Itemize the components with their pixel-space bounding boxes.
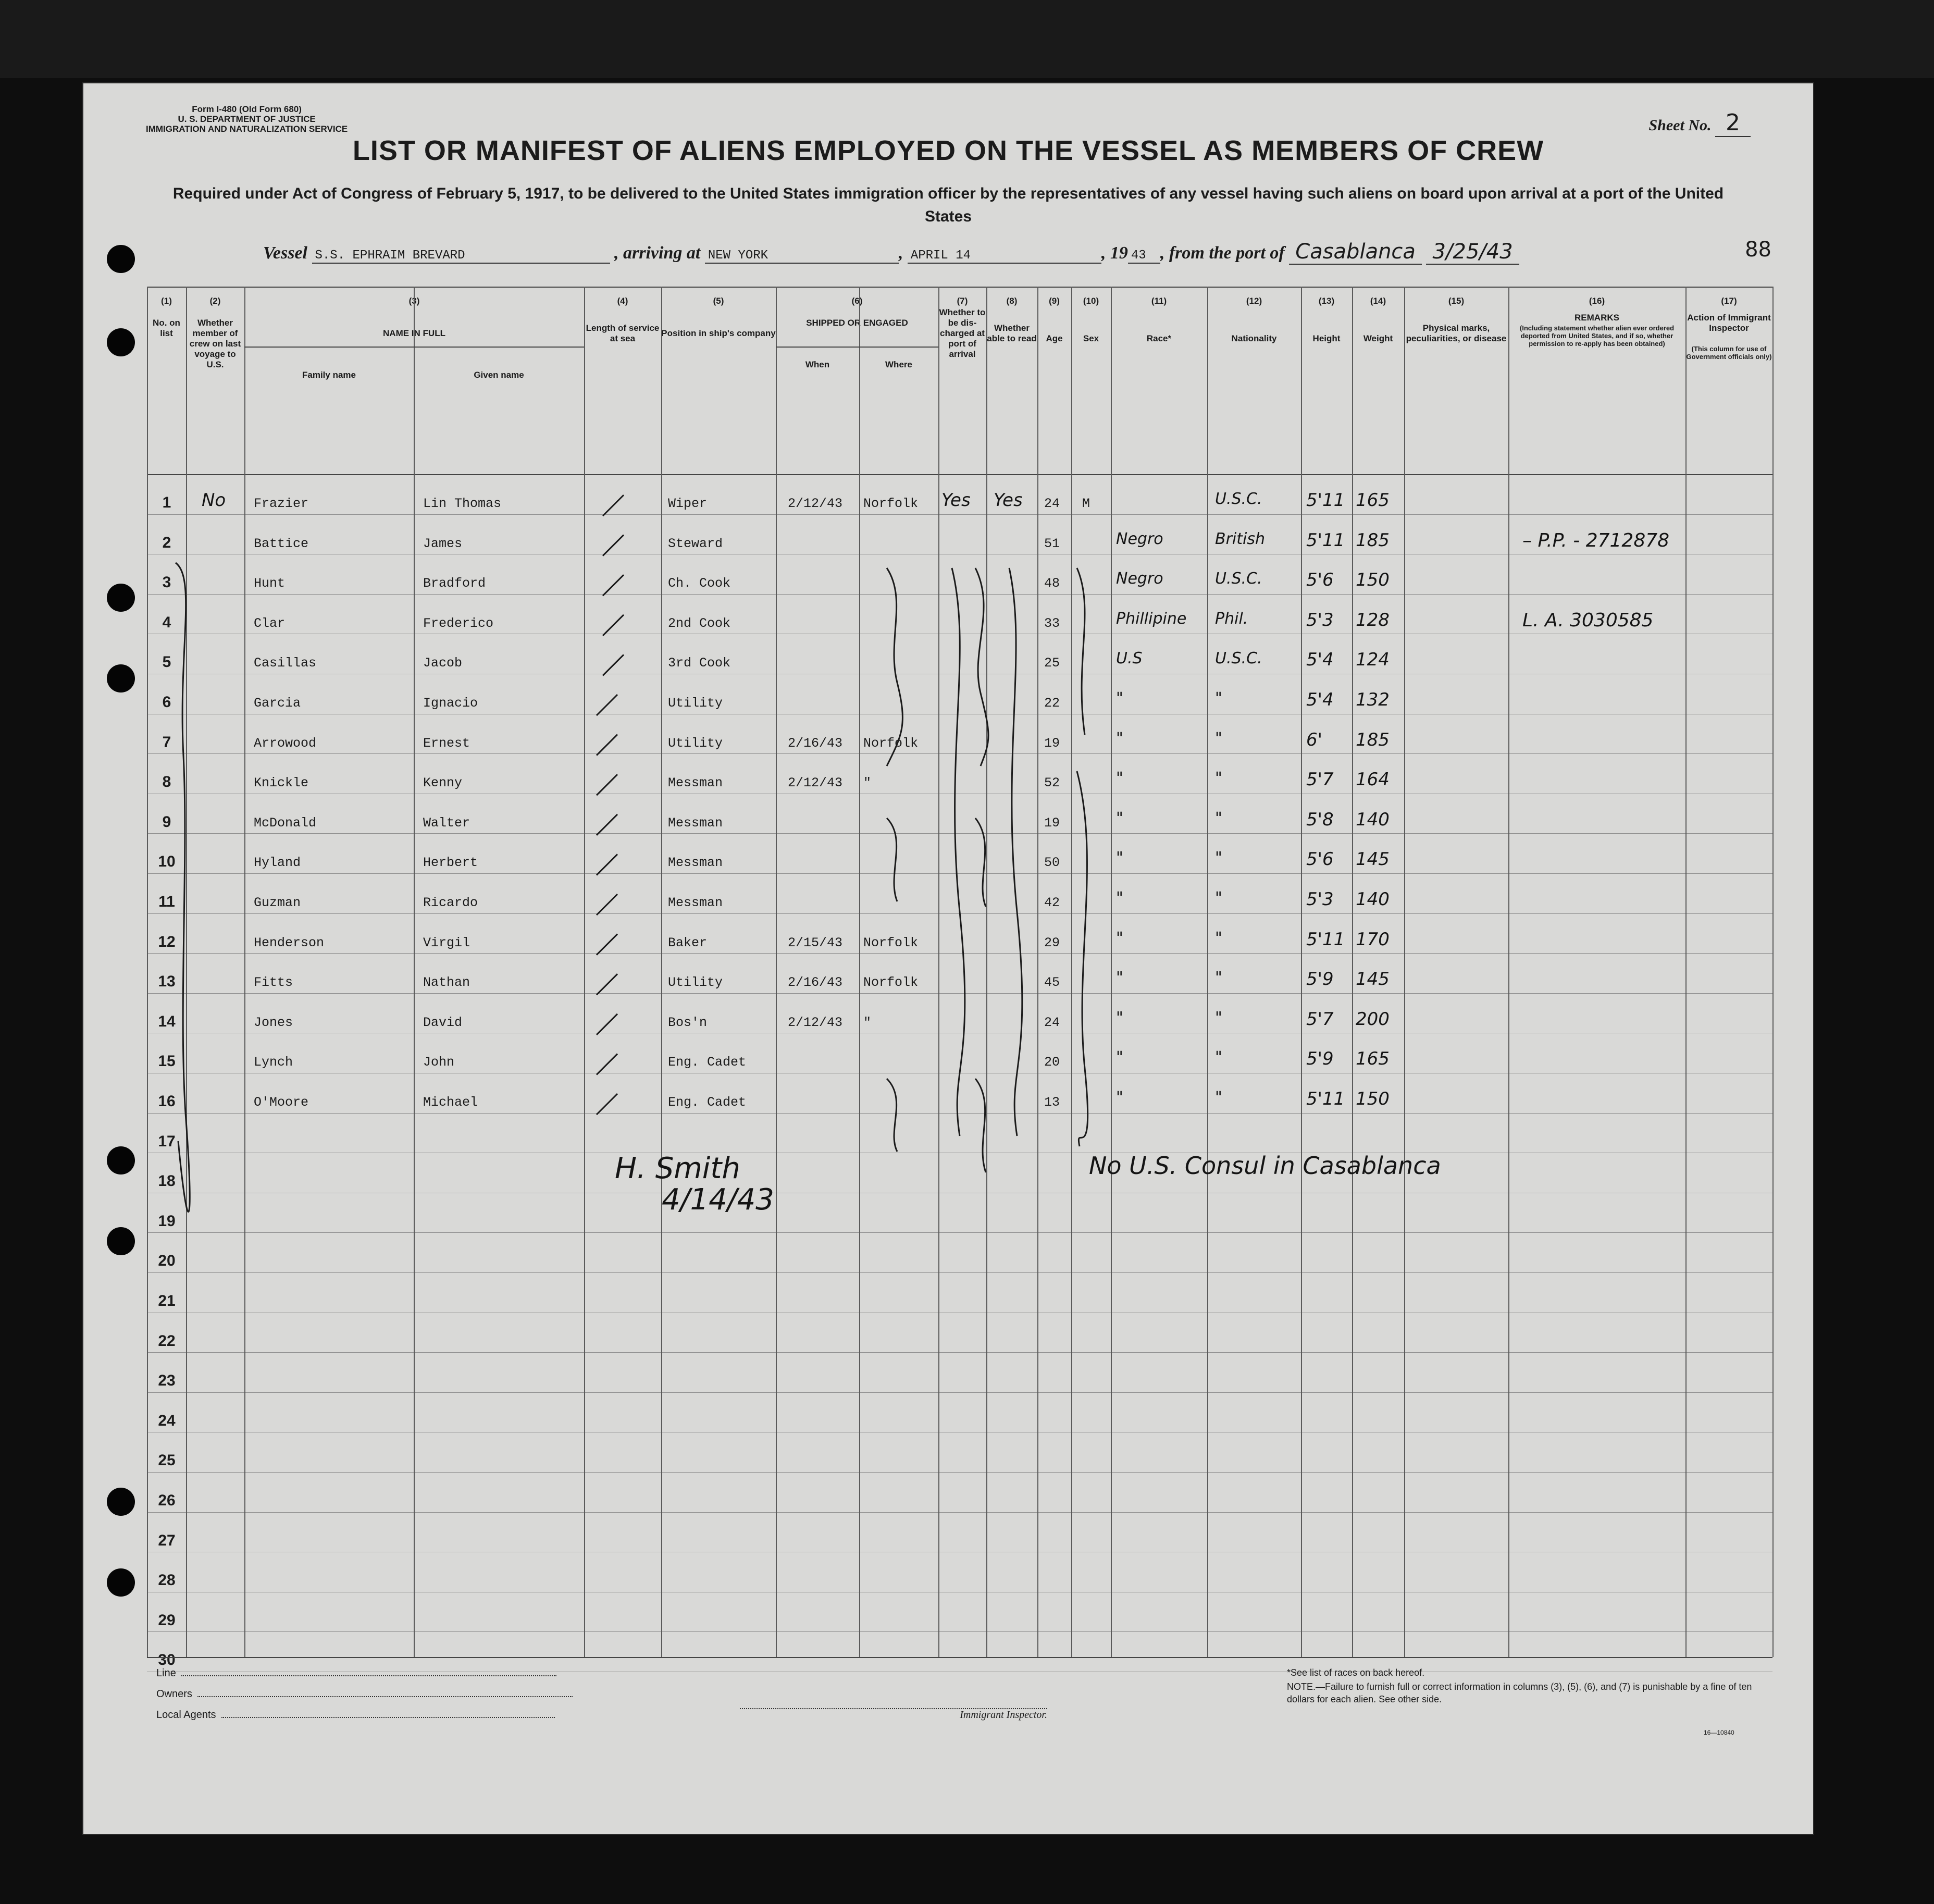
service-tick-mark (597, 814, 617, 835)
height-cell: 5'4 (1306, 689, 1334, 710)
weight-cell: 145 (1356, 849, 1390, 870)
punch-hole (107, 1488, 135, 1516)
race-cell: " (1116, 849, 1123, 868)
family-name-cell: Jones (254, 1015, 293, 1030)
row-number: 3 (162, 574, 171, 591)
shipped-when-cell: 2/16/43 (788, 975, 843, 991)
row-number: 6 (162, 694, 171, 711)
race-cell: " (1116, 969, 1123, 987)
family-name-cell: McDonald (254, 815, 317, 831)
shipped-when-cell: 2/16/43 (788, 735, 843, 751)
position-cell: Utility (668, 735, 723, 751)
weight-cell: 140 (1356, 889, 1390, 910)
scan-border-top (0, 0, 1934, 78)
row-number: 19 (158, 1212, 176, 1230)
weight-cell: 164 (1356, 769, 1390, 790)
vessel-name: S.S. EPHRAIM BREVARD (312, 249, 610, 264)
row-number: 30 (158, 1651, 176, 1669)
header-discharged: Whether to be dis-charged at port of arrival (939, 307, 986, 359)
weight-cell: 128 (1356, 609, 1390, 630)
column-number: (14) (1370, 296, 1386, 306)
row-number: 22 (158, 1332, 176, 1350)
print-code: 16—10840 (1704, 1729, 1734, 1736)
shipped-when-cell: 2/12/43 (788, 775, 843, 791)
line-label: Line (156, 1667, 176, 1679)
position-cell: Eng. Cadet (668, 1055, 747, 1070)
family-name-cell: Arrowood (254, 735, 317, 751)
position-cell: Wiper (668, 496, 708, 511)
family-name-cell: Lynch (254, 1055, 293, 1070)
row-number: 15 (158, 1053, 176, 1070)
given-name-cell: Kenny (423, 775, 463, 791)
header-remarks-note: (Including statement whether alien ever ordered deported from United States, and if so, whether permission to re-apply has been obtained) (1519, 324, 1675, 348)
nationality-cell: " (1215, 1008, 1222, 1027)
table-bottom-rule (147, 1657, 1772, 1658)
height-cell: 5'4 (1306, 649, 1334, 671)
column-number: (10) (1083, 296, 1099, 306)
departure-port: Casablanca (1289, 240, 1422, 265)
race-cell: Negro (1116, 570, 1163, 588)
inspector-signature-line: Immigrant Inspector. (740, 1708, 1047, 1721)
family-name-cell: Guzman (254, 895, 301, 910)
service-tick-mark (597, 1094, 617, 1115)
height-cell: 5'9 (1306, 1048, 1334, 1070)
height-cell: 5'9 (1306, 969, 1334, 990)
arriving-label: , arriving at (614, 243, 701, 263)
row-number: 25 (158, 1452, 176, 1469)
given-name-cell: Lin Thomas (423, 496, 502, 511)
nationality-cell: U.S.C. (1215, 490, 1262, 508)
punch-hole (107, 245, 135, 273)
position-cell: Baker (668, 935, 708, 950)
height-cell: 5'11 (1306, 490, 1345, 511)
height-cell: 5'11 (1306, 929, 1345, 950)
column-number: (2) (209, 296, 221, 306)
page-number: 88 (1745, 238, 1771, 262)
age-cell: 48 (1044, 576, 1060, 591)
given-name-cell: Michael (423, 1095, 478, 1110)
nationality-cell: " (1215, 1048, 1222, 1067)
sheet-number (1649, 109, 1751, 136)
given-name-cell: Jacob (423, 656, 463, 671)
row-number: 5 (162, 653, 171, 671)
position-cell: Utility (668, 975, 723, 991)
header-length-of-service: Length of service at sea (586, 323, 660, 343)
service-tick-mark (603, 654, 624, 675)
age-cell: 50 (1044, 855, 1060, 871)
read-cell: Yes (994, 490, 1023, 511)
column-number: (5) (713, 296, 724, 306)
ditto-bracket-disch (952, 568, 965, 1136)
departure-date: 3/25/43 (1426, 240, 1519, 265)
service-tick-mark (597, 774, 617, 795)
row-number: 23 (158, 1372, 176, 1390)
footer-agents-field (156, 1709, 555, 1721)
age-cell: 19 (1044, 735, 1060, 751)
age-cell: 33 (1044, 615, 1060, 631)
family-name-cell: O'Moore (254, 1095, 309, 1110)
from-label: , from the port of (1160, 243, 1285, 263)
race-cell: U.S (1116, 649, 1143, 668)
race-cell: " (1116, 889, 1123, 907)
service-tick-mark (603, 615, 624, 636)
column-number: (13) (1318, 296, 1335, 306)
race-cell: " (1116, 769, 1123, 788)
header-weight: Weight (1363, 333, 1393, 343)
header-remarks: REMARKS (1575, 313, 1619, 323)
column-number: (4) (617, 296, 628, 306)
service-tick-mark (597, 894, 617, 915)
row-number: 21 (158, 1292, 176, 1309)
service-tick-mark (603, 495, 624, 516)
punch-hole (107, 328, 135, 356)
row-number: 9 (162, 813, 171, 831)
header-last-voyage: Whether member of crew on last voyage to U.S. (189, 318, 241, 369)
voyage-line: Vessel S.S. EPHRAIM BREVARD , arriving at NEW YORK , APRIL 14 , 19 43 , from the port of Casablanca 3/25/43 (263, 240, 1519, 265)
height-cell: 5'6 (1306, 849, 1334, 870)
ditto-bracket-col2 (176, 563, 190, 1212)
manifest-sheet (83, 83, 1813, 1834)
row-number: 27 (158, 1531, 176, 1549)
shipped-when-cell: 2/15/43 (788, 935, 843, 950)
service-tick-mark (603, 535, 624, 556)
footer-line-field (156, 1667, 556, 1679)
age-cell: 24 (1044, 1015, 1060, 1030)
service-tick-mark (597, 974, 617, 995)
ditto-bracket-when (887, 568, 902, 766)
footer-owners-field (156, 1688, 573, 1700)
header-inspector-action: Action of Immigrant Inspector (1687, 313, 1771, 333)
column-number: (17) (1721, 296, 1737, 306)
position-cell: Eng. Cadet (668, 1095, 747, 1110)
column-number: (16) (1589, 296, 1605, 306)
family-name-cell: Garcia (254, 696, 301, 711)
nationality-cell: U.S.C. (1215, 649, 1262, 668)
header-able-to-read: Whether able to read (987, 323, 1037, 343)
punch-hole (107, 1568, 135, 1597)
service-tick-mark (597, 854, 617, 875)
sheet-value: 2 (1715, 109, 1751, 137)
nationality-cell: " (1215, 849, 1222, 868)
given-name-cell: Ricardo (423, 895, 478, 910)
race-cell: " (1116, 1048, 1123, 1067)
nationality-cell: " (1215, 889, 1222, 907)
weight-cell: 165 (1356, 490, 1390, 511)
row-number: 4 (162, 613, 171, 631)
age-cell: 22 (1044, 696, 1060, 711)
nationality-cell: " (1215, 929, 1222, 947)
position-cell: 2nd Cook (668, 615, 731, 631)
races-note: *See list of races on back hereof. (1287, 1667, 1425, 1678)
family-name-cell: Henderson (254, 935, 325, 950)
consul-note: No U.S. Consul in Casablanca (1089, 1152, 1441, 1180)
punch-hole (107, 1146, 135, 1174)
given-name-cell: Ernest (423, 735, 470, 751)
row-number: 12 (158, 933, 176, 950)
nationality-cell: Phil. (1215, 609, 1248, 628)
owners-label: Owners (156, 1688, 192, 1700)
weight-cell: 140 (1356, 809, 1390, 830)
shipped-when-cell: 2/12/43 (788, 1015, 843, 1030)
height-cell: 5'11 (1306, 1089, 1345, 1109)
header-name-in-full: NAME IN FULL (383, 328, 445, 338)
race-cell: Negro (1116, 529, 1163, 548)
arrival-port: NEW YORK (705, 249, 899, 264)
ditto-bracket-sex (1077, 568, 1085, 735)
ditto-bracket-sex (1077, 771, 1088, 1146)
header-physical-marks: Physical marks, peculiarities, or disease (1406, 323, 1507, 343)
arrival-date: APRIL 14 (908, 249, 1101, 264)
header-nationality: Nationality (1231, 333, 1277, 343)
discharged-cell: Yes (941, 490, 971, 511)
row-number: 18 (158, 1172, 176, 1190)
penalty-note: NOTE.—Failure to furnish full or correct information in columns (3), (5), (6), and (7) is punishable by a fine of ten dollars for each alien. See other side. (1287, 1682, 1752, 1704)
race-cell: " (1116, 929, 1123, 947)
sex-cell: M (1082, 496, 1090, 511)
ditto-bracket-when (887, 818, 897, 901)
position-cell: Utility (668, 696, 723, 711)
signature-date: 4/14/43 (662, 1183, 774, 1217)
row-number: 14 (158, 1012, 176, 1030)
family-name-cell: Casillas (254, 656, 317, 671)
nationality-cell: U.S.C. (1215, 570, 1262, 588)
family-name-cell: Fitts (254, 975, 293, 991)
service-tick-mark (603, 575, 624, 596)
given-name-cell: Nathan (423, 975, 470, 991)
last-voyage-cell: No (202, 490, 226, 511)
header-where: Where (885, 360, 912, 369)
shipped-when-cell: 2/12/43 (788, 496, 843, 511)
height-cell: 5'6 (1306, 570, 1334, 591)
weight-cell: 185 (1356, 729, 1390, 750)
agents-label: Local Agents (156, 1709, 216, 1721)
nationality-cell: British (1215, 529, 1265, 548)
column-number: (9) (1049, 296, 1060, 306)
given-name-cell: Bradford (423, 576, 486, 591)
punch-hole (107, 664, 135, 693)
header-given-name: Given name (474, 370, 524, 380)
header-when: When (805, 360, 830, 369)
shipped-where-cell: Norfolk (863, 975, 919, 991)
weight-cell: 145 (1356, 969, 1390, 990)
column-number: (11) (1151, 296, 1167, 306)
department-name: U. S. DEPARTMENT OF JUSTICE (178, 114, 316, 124)
position-cell: Bos'n (668, 1015, 708, 1030)
service-tick-mark (597, 695, 617, 715)
punch-hole (107, 584, 135, 612)
shipped-where-cell: " (863, 1015, 872, 1030)
header-race: Race* (1146, 333, 1172, 343)
ditto-bracket-where (975, 568, 988, 766)
vessel-label: Vessel (263, 243, 307, 263)
family-name-cell: Knickle (254, 775, 309, 791)
height-cell: 5'11 (1306, 529, 1345, 551)
ditto-strokes (147, 287, 1772, 1657)
race-cell: Phillipine (1116, 609, 1187, 628)
nationality-cell: " (1215, 769, 1222, 788)
punch-hole (107, 1227, 135, 1255)
shipped-where-cell: " (863, 775, 872, 791)
age-cell: 51 (1044, 536, 1060, 551)
row-number: 29 (158, 1611, 176, 1629)
position-cell: Messman (668, 895, 723, 910)
column-number: (8) (1006, 296, 1018, 306)
service-tick-mark (597, 1014, 617, 1035)
height-cell: 5'3 (1306, 609, 1334, 630)
arrival-year: 43 (1128, 249, 1160, 264)
row-number: 20 (158, 1252, 176, 1270)
position-cell: Messman (668, 775, 723, 791)
header-inspector-note: (This column for use of Government officials only) (1686, 345, 1772, 361)
row-number: 2 (162, 534, 171, 551)
given-name-cell: Herbert (423, 855, 478, 871)
given-name-cell: Virgil (423, 935, 470, 950)
given-name-cell: John (423, 1055, 455, 1070)
service-tick-mark (597, 1054, 617, 1074)
header-shipped-engaged: SHIPPED OR ENGAGED (806, 318, 908, 328)
form-identifier (146, 104, 348, 134)
family-name-cell: Hyland (254, 855, 301, 871)
header-family-name: Family name (302, 370, 356, 380)
header-no-on-list: No. on list (153, 318, 180, 338)
row-number: 11 (158, 893, 175, 910)
form-subtitle: Required under Act of Congress of February 5, 1917, to be delivered to the United States immigration officer by the representatives of any vessel having such aliens on board upon arrival at a port of the United States (172, 185, 1724, 225)
family-name-cell: Battice (254, 536, 309, 551)
shipped-where-cell: Norfolk (863, 496, 919, 511)
weight-cell: 185 (1356, 529, 1390, 551)
weight-cell: 150 (1356, 1089, 1390, 1109)
column-number: (1) (161, 296, 172, 306)
sheet-label: Sheet No. (1648, 117, 1712, 134)
row-number: 28 (158, 1572, 176, 1589)
ditto-bracket-when (887, 1079, 897, 1152)
weight-cell: 124 (1356, 649, 1390, 671)
form-title: LIST OR MANIFEST OF ALIENS EMPLOYED ON THE VESSEL AS MEMBERS OF CREW (352, 135, 1544, 166)
weight-cell: 165 (1356, 1048, 1390, 1070)
age-cell: 24 (1044, 496, 1060, 511)
height-cell: 5'7 (1306, 769, 1334, 790)
family-name-cell: Frazier (254, 496, 309, 511)
row-number: 7 (162, 733, 171, 751)
position-cell: Messman (668, 815, 723, 831)
header-age: Age (1046, 333, 1063, 343)
ditto-bracket-where (975, 1079, 986, 1172)
age-cell: 29 (1044, 935, 1060, 950)
row-number: 8 (162, 773, 171, 791)
crew-table (147, 287, 1772, 1669)
given-name-cell: Frederico (423, 615, 494, 631)
position-cell: Messman (668, 855, 723, 871)
nationality-cell: " (1215, 689, 1222, 708)
nationality-cell: " (1215, 969, 1222, 987)
height-cell: 5'7 (1306, 1008, 1334, 1030)
service-tick-mark (597, 934, 617, 955)
given-name-cell: James (423, 536, 463, 551)
family-name-cell: Hunt (254, 576, 286, 591)
inspector-signature: H. Smith (615, 1152, 740, 1185)
position-cell: Steward (668, 536, 723, 551)
column-number: (3) (408, 296, 420, 306)
column-number: (12) (1246, 296, 1262, 306)
age-cell: 42 (1044, 895, 1060, 910)
column-number: (6) (851, 296, 863, 306)
race-cell: " (1116, 689, 1123, 708)
race-cell: " (1116, 1008, 1123, 1027)
remarks-cell: – P.P. - 2712878 (1522, 529, 1670, 551)
header-position: Position in ship's company (661, 328, 776, 338)
given-name-cell: David (423, 1015, 463, 1030)
height-cell: 5'8 (1306, 809, 1334, 830)
age-cell: 13 (1044, 1095, 1060, 1110)
race-cell: " (1116, 729, 1123, 748)
row-number: 16 (158, 1093, 176, 1110)
form-number: Form I-480 (Old Form 680) (192, 104, 302, 114)
service-name: IMMIGRATION AND NATURALIZATION SERVICE (146, 124, 348, 134)
row-number: 17 (158, 1132, 176, 1150)
column-number: (7) (957, 296, 968, 306)
shipped-where-cell: Norfolk (863, 935, 919, 950)
nationality-cell: " (1215, 1089, 1222, 1107)
column-number: (15) (1448, 296, 1465, 306)
race-cell: " (1116, 809, 1123, 827)
age-cell: 25 (1044, 656, 1060, 671)
row-number: 13 (158, 973, 176, 991)
row-number: 26 (158, 1492, 176, 1509)
header-sex: Sex (1083, 333, 1099, 343)
position-cell: Ch. Cook (668, 576, 731, 591)
shipped-where-cell: Norfolk (863, 735, 919, 751)
age-cell: 19 (1044, 815, 1060, 831)
nationality-cell: " (1215, 729, 1222, 748)
age-cell: 20 (1044, 1055, 1060, 1070)
height-cell: 5'3 (1306, 889, 1334, 910)
weight-cell: 170 (1356, 929, 1390, 950)
height-cell: 6' (1306, 729, 1322, 750)
row-number: 24 (158, 1412, 176, 1429)
row-number: 10 (158, 853, 176, 871)
header-height: Height (1312, 333, 1341, 343)
ditto-bracket-where (975, 818, 986, 907)
given-name-cell: Walter (423, 815, 470, 831)
year-prefix: , 19 (1101, 243, 1128, 263)
age-cell: 52 (1044, 775, 1060, 791)
race-cell: " (1116, 1089, 1123, 1107)
weight-cell: 150 (1356, 570, 1390, 591)
ditto-bracket-read (1009, 568, 1022, 1136)
position-cell: 3rd Cook (668, 656, 731, 671)
weight-cell: 200 (1356, 1008, 1390, 1030)
row-number: 1 (162, 494, 171, 511)
age-cell: 45 (1044, 975, 1060, 991)
column-rule (1772, 287, 1774, 1657)
remarks-cell: L. A. 3030585 (1522, 609, 1654, 631)
service-tick-mark (597, 735, 617, 756)
given-name-cell: Ignacio (423, 696, 478, 711)
weight-cell: 132 (1356, 689, 1390, 710)
nationality-cell: " (1215, 809, 1222, 827)
family-name-cell: Clar (254, 615, 286, 631)
